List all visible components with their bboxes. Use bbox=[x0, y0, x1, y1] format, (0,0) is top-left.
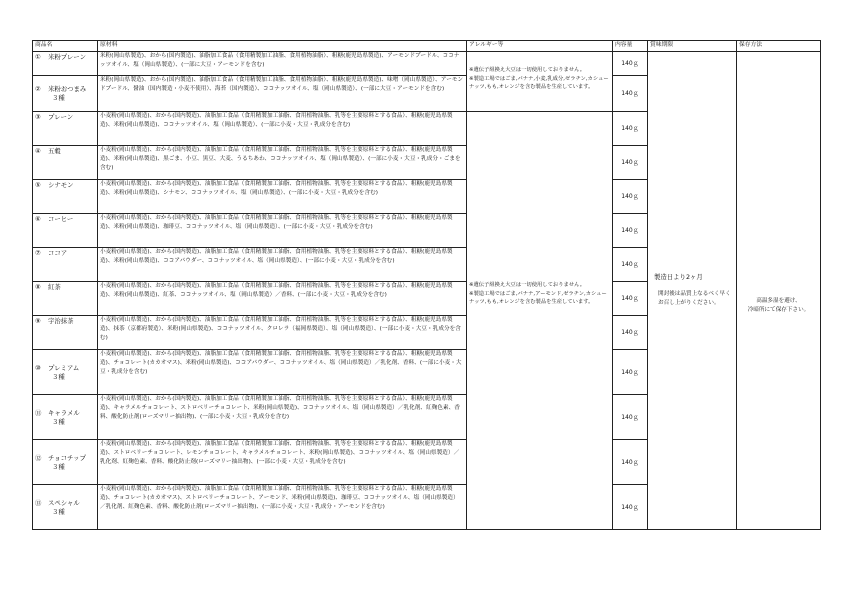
product-name-cell bbox=[33, 485, 98, 530]
product-name: チョコチップ bbox=[48, 453, 86, 462]
ingredients-cell: 小麦粉(岡山県製造)、おから(国内製造)、油脂加工食品（食用精製加工油脂、食用植物油脂、乳等を主要原料とする食品）、粗糖(鹿児島県製造)、米粉(岡山県製造)、シナモン、ココナッツオイル、塩（岡山県製造）、(一部に小麦・大豆・乳成分を含む) bbox=[98, 180, 467, 214]
product-rows bbox=[33, 52, 821, 530]
product-name: 紅茶 bbox=[48, 283, 61, 291]
product-index: ③ bbox=[35, 113, 41, 121]
header-storage: 保存方法 bbox=[737, 41, 821, 52]
product-name-cell bbox=[33, 350, 98, 395]
product-index: ② bbox=[35, 85, 41, 93]
product-index: ⑥ bbox=[35, 215, 41, 223]
allergy-note-text: ※遺伝子組換え大豆は一切使用しておりません。 ※製造工場ではごま,バナナ,アーモンド,ゼラチン,カシューナッツ,もも,オレンジを含む製品を生産しています。 bbox=[469, 282, 607, 305]
storage-cell bbox=[737, 52, 821, 530]
volume-cell: 140ｇ bbox=[613, 180, 648, 214]
product-variant-count: ３種 bbox=[52, 507, 65, 516]
shelf-life-main: 製造日より2ヶ月 bbox=[654, 273, 703, 281]
volume-cell: 140ｇ bbox=[613, 112, 648, 146]
product-name-cell bbox=[33, 112, 98, 146]
ingredients-cell: 小麦粉(岡山県製造)、おから(国内製造)、油脂加工食品（食用精製加工油脂、食用植物油脂、乳等を主要原料とする食品）、粗糖(鹿児島県製造)、抹茶（京都府製造）、米粉(岡山県製造)、ココナッツオイル、クロレラ（福岡県製造）、塩（岡山県製造）、(一部に小麦・大豆・乳成分を含む) bbox=[98, 316, 467, 350]
product-name: スペシャル bbox=[48, 498, 80, 507]
volume-cell: 140ｇ bbox=[613, 76, 648, 112]
ingredients-cell: 小麦粉(岡山県製造)、おから(国内製造)、油脂加工食品（食用精製加工油脂、食用植物油脂、乳等を主要原料とする食品）、粗糖(鹿児島県製造)、米粉(岡山県製造)、珈琲豆、ココナッツオイル、塩（岡山県製造）、(一部に小麦・大豆・乳成分を含む) bbox=[98, 214, 467, 248]
product-name-cell bbox=[33, 52, 98, 76]
product-name: 米粉プレーン bbox=[48, 53, 86, 61]
product-index: ⑦ bbox=[35, 249, 41, 257]
product-name: 宇治抹茶 bbox=[48, 317, 74, 325]
product-name: プレーン bbox=[48, 113, 74, 121]
volume-cell: 140ｇ bbox=[613, 214, 648, 248]
allergy-note-rice bbox=[467, 52, 613, 112]
product-name-cell bbox=[33, 282, 98, 316]
allergy-note-wheat bbox=[467, 112, 613, 530]
product-index: ⑤ bbox=[35, 181, 41, 189]
storage-text: 高温多湿を避け、 冷暗所にて保存下さい。 bbox=[747, 297, 810, 313]
ingredients-cell: 小麦粉(岡山県製造)、おから(国内製造)、油脂加工食品（食用精製加工油脂、食用植物油脂、乳等を主要原料とする食品）、粗糖(鹿児島県製造)、ストロベリーチョコレート、レモンチョコレート、キャラメルチョコレート、米粉(岡山県製造)、ココナッツオイル、塩（岡山県製造）／乳化剤、紅麹色素、香料、酸化防止剤(ローズマリー抽出物)、(一部に小麦・大豆・乳成分を含む) bbox=[98, 440, 467, 485]
product-table bbox=[32, 40, 821, 530]
product-index: ④ bbox=[35, 147, 41, 155]
product-index: ⑨ bbox=[35, 317, 41, 325]
shelf-life-note: 開封後は品質上なるべく早くお召し上がりください。 bbox=[658, 291, 731, 306]
volume-cell: 140ｇ bbox=[613, 440, 648, 485]
ingredients-cell: 小麦粉(岡山県製造)、おから(国内製造)、油脂加工食品（食用精製加工油脂、食用植物油脂、乳等を主要原料とする食品）、粗糖(鹿児島県製造)、チョコレート(カカオマス)、米粉(岡山県製造)、ココアパウダー、ココナッツオイル、塩（岡山県製造）／乳化剤、香料、(一部に小麦・大豆・乳成分を含む) bbox=[98, 350, 467, 395]
product-name-cell bbox=[33, 316, 98, 350]
product-name: プレミアム bbox=[48, 363, 80, 372]
volume-cell: 140ｇ bbox=[613, 52, 648, 76]
ingredients-cell: 小麦粉(岡山県製造)、おから(国内製造)、油脂加工食品（食用精製加工油脂、食用植物油脂、乳等を主要原料とする食品）、粗糖(鹿児島県製造)、米粉(岡山県製造)、ココナッツオイル、塩（岡山県製造）、(一部に小麦・大豆・乳成分を含む) bbox=[98, 112, 467, 146]
product-name-cell bbox=[33, 440, 98, 485]
header-name: 商品名 bbox=[33, 41, 98, 52]
header-shelf-life: 賞味期限 bbox=[648, 41, 737, 52]
product-name-cell bbox=[33, 214, 98, 248]
header-row bbox=[33, 41, 821, 52]
volume-cell: 140ｇ bbox=[613, 395, 648, 440]
product-name: キャラメル bbox=[48, 408, 80, 417]
product-index: ⑪ bbox=[35, 408, 42, 417]
product-name: 米粉おつまみ bbox=[48, 85, 87, 93]
product-name-cell bbox=[33, 248, 98, 282]
product-index: ⑧ bbox=[35, 283, 41, 291]
product-name: シナモン bbox=[48, 181, 74, 189]
product-name: ココア bbox=[48, 249, 68, 257]
table-row bbox=[33, 52, 821, 76]
ingredients-cell: 小麦粉(岡山県製造)、おから(国内製造)、油脂加工食品（食用精製加工油脂、食用植物油脂、乳等を主要原料とする食品）、粗糖(鹿児島県製造)、米粉(岡山県製造)、ココアパウダー、ココナッツオイル、塩（岡山県製造）、(一部に小麦・大豆・乳成分を含む) bbox=[98, 248, 467, 282]
product-index: ① bbox=[35, 53, 41, 61]
header-allergy: アレルギー等 bbox=[467, 41, 613, 52]
product-name: 五穀 bbox=[48, 147, 61, 155]
product-index: ⑫ bbox=[35, 453, 42, 462]
ingredients-cell: 小麦粉(岡山県製造)、おから(国内製造)、油脂加工食品（食用精製加工油脂、食用植物油脂、乳等を主要原料とする食品）、粗糖(鹿児島県製造)、チョコレート(カカオマス)、ストロベリーチョコレート、アーモンド、米粉(岡山県製造)、珈琲豆、ココナッツオイル、塩（岡山県製造）／乳化剤、紅麹色素、香料、酸化防止剤(ローズマリー抽出物)、(一部に小麦・大豆・乳成分・アーモンドを含む) bbox=[98, 485, 467, 530]
product-name-cell bbox=[33, 76, 98, 112]
product-variant-count: ３種 bbox=[52, 94, 65, 102]
volume-cell: 140ｇ bbox=[613, 316, 648, 350]
ingredients-cell: 米粉(岡山県製造)、おから(国内製造)、油脂加工食品（食用精製加工油脂、食用植物油脂）、粗糖(鹿児島県製造)、味噌（岡山県製造）、アーモンドプードル、醤油（国内製造・小麦不使用）、海苔（国内製造）、ココナッツオイル、塩（岡山県製造）、(一部に大豆・アーモンドを含む) bbox=[98, 76, 467, 112]
product-variant-count: ３種 bbox=[52, 462, 65, 471]
header-volume: 内容量 bbox=[613, 41, 648, 52]
volume-cell: 140ｇ bbox=[613, 282, 648, 316]
product-index: ⑩ bbox=[35, 363, 41, 372]
product-index: ⑬ bbox=[35, 498, 42, 507]
ingredients-cell: 小麦粉(岡山県製造)、おから(国内製造)、油脂加工食品（食用精製加工油脂、食用植物油脂、乳等を主要原料とする食品）、粗糖(鹿児島県製造)、米粉(岡山県製造)、紅茶、ココナッツオイル、塩（岡山県製造）／香料、(一部に小麦・大豆・乳成分を含む) bbox=[98, 282, 467, 316]
allergy-note-text: ※遺伝子組換え大豆は一切使用しておりません。 ※製造工場ではごま,バナナ,小麦,乳成分,ゼラチン,カシューナッツ,もも,オレンジを含む製品を生産しています。 bbox=[469, 67, 609, 90]
product-variant-count: ３種 bbox=[52, 417, 65, 426]
product-variant-count: ３種 bbox=[52, 372, 65, 381]
volume-cell: 140ｇ bbox=[613, 146, 648, 180]
ingredients-cell: 小麦粉(岡山県製造)、おから(国内製造)、油脂加工食品（食用精製加工油脂、食用植物油脂、乳等を主要原料とする食品）、粗糖(鹿児島県製造)、キャラメルチョコレート、ストロベリーチョコレート、米粉(岡山県製造)、ココナッツオイル、塩（岡山県製造）／乳化剤、紅麹色素、香料、酸化防止剤(ローズマリー抽出物)、(一部に小麦・大豆・乳成分を含む) bbox=[98, 395, 467, 440]
volume-cell: 140ｇ bbox=[613, 485, 648, 530]
product-name-cell bbox=[33, 180, 98, 214]
ingredients-cell: 米粉(岡山県製造)、おから(国内製造)、油脂加工食品（食用精製加工油脂、食用植物油脂）、粗糖(鹿児島県製造)、アーモンドプードル、ココナッツオイル、塩（岡山県製造）、(一部に大豆・アーモンドを含む) bbox=[98, 52, 467, 76]
product-name-cell bbox=[33, 395, 98, 440]
product-name: コーヒー bbox=[48, 215, 74, 223]
volume-cell: 140ｇ bbox=[613, 350, 648, 395]
header-ingredients: 原材料 bbox=[98, 41, 467, 52]
volume-cell: 140ｇ bbox=[613, 248, 648, 282]
product-spec-sheet bbox=[32, 40, 820, 530]
product-name-cell bbox=[33, 146, 98, 180]
ingredients-cell: 小麦粉(岡山県製造)、おから(国内製造)、油脂加工食品（食用精製加工油脂、食用植物油脂、乳等を主要原料とする食品）、粗糖(鹿児島県製造)、米粉(岡山県製造)、黒ごま、小豆、黒豆、大麦、うるちあわ、ココナッツオイル、塩（岡山県製造）、(一部に小麦・大豆・乳成分・ごまを含む) bbox=[98, 146, 467, 180]
shelf-life-cell bbox=[648, 52, 737, 530]
